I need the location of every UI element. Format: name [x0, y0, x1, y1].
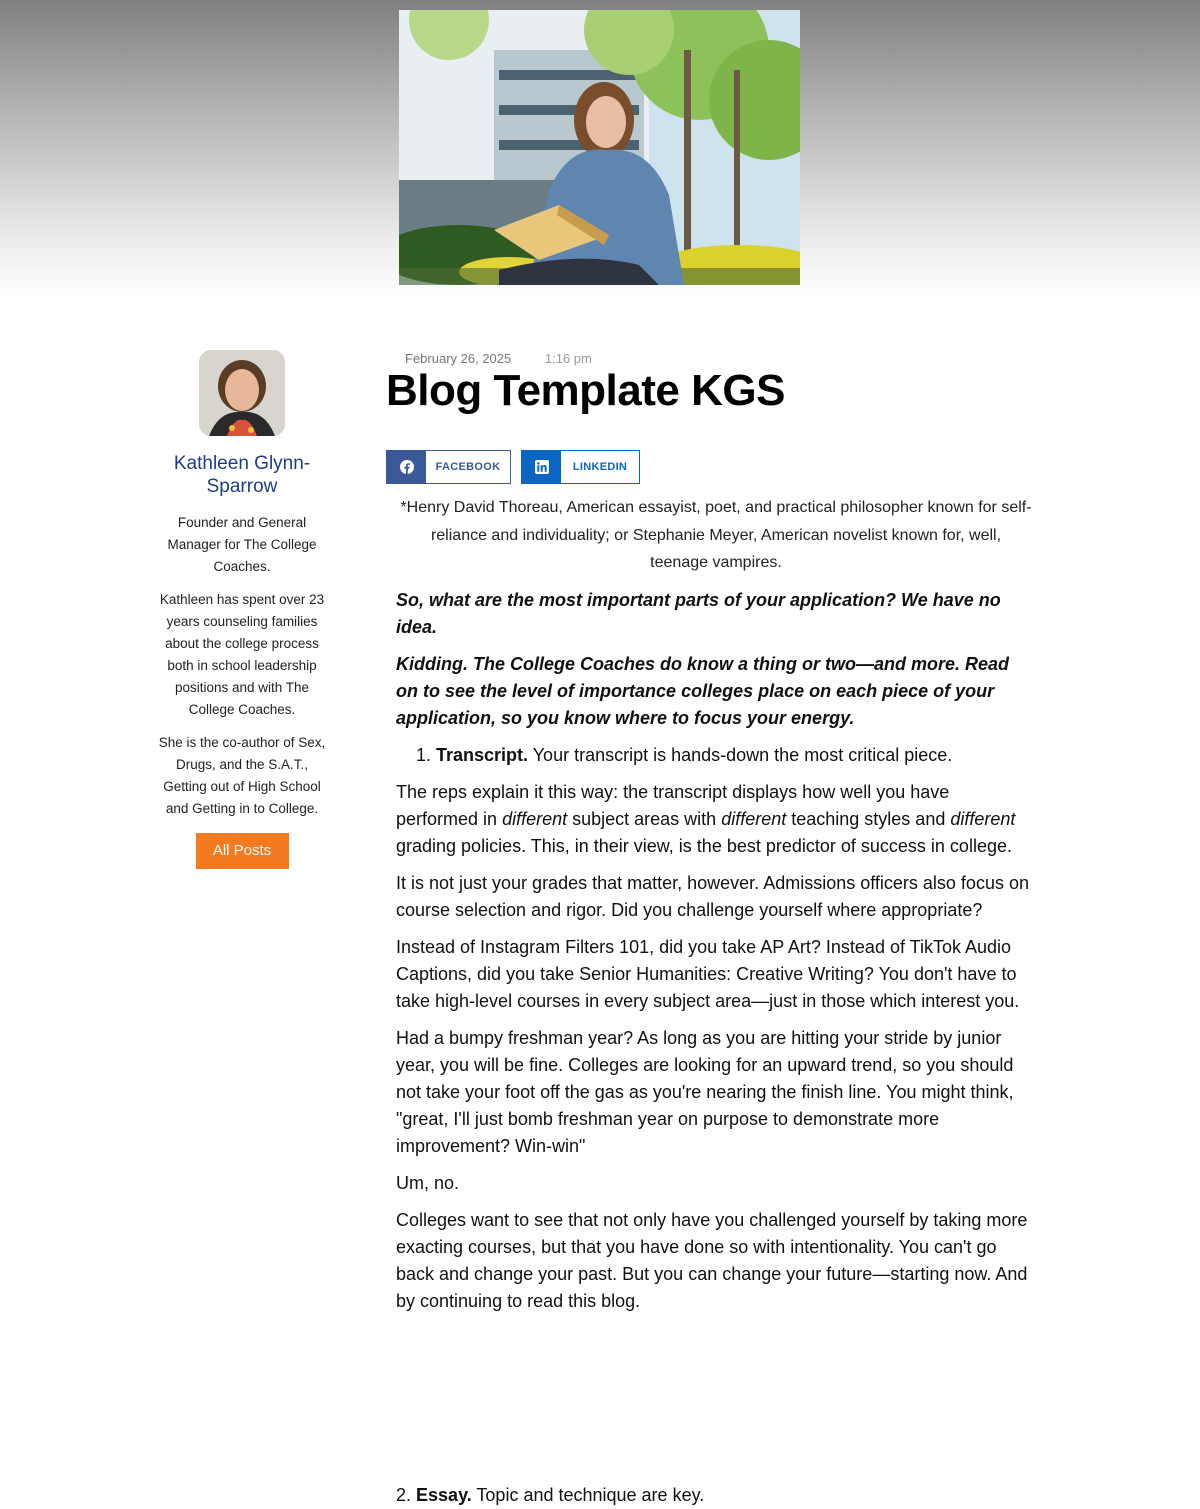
share-facebook-button[interactable]	[386, 450, 511, 484]
post-time: 1:16 pm	[544, 351, 592, 366]
list-item-text: Topic and technique are key.	[471, 1485, 705, 1505]
image-caption: *Henry David Thoreau, American essayist, poet, and practical philosopher known for self-reliance and individuality; or Stephanie Meyer, American novelist known for, well, teenage vampires.	[400, 499, 1032, 571]
paragraph: Had a bumpy freshman year? As long as you are hitting your stride by junior year, you will be fine. Colleges are looking for an upward trend, so you should not take your foot off the gas as you're nearing the finish line. You might think, "great, I'll just bomb freshman year on purpose to demonstrate more improvement? Win-win"	[396, 1027, 1014, 1156]
list-item	[436, 742, 1036, 769]
all-posts-button[interactable]: All Posts	[196, 833, 289, 869]
facebook-icon	[387, 451, 426, 483]
text-run: grading policies. This, in their view, is the best predictor of success in college.	[396, 835, 1012, 856]
share-linkedin-button[interactable]	[521, 450, 640, 484]
list-item-title: Transcript.	[436, 744, 529, 765]
paragraph: It is not just your grades that matter, however. Admissions officers also focus on course selection and rigor. Did you challenge yourself where appropriate?	[396, 872, 1029, 920]
share-linkedin-label: LINKEDIN	[572, 461, 628, 473]
paragraph: Colleges want to see that not only have you challenged yourself by taking more exacting courses, but that you have done so with intentionality. You can't go back and change your past. But you can change your future—starting now. And by continuing to read this blog.	[396, 1209, 1028, 1311]
lead-paragraph: Kidding. The College Coaches do know a thing or two—and more. Read on to see the level of importance colleges place on each piece of your application, so you know where to focus your energy.	[396, 653, 1010, 728]
author-card	[156, 350, 328, 869]
author-book: She is the co-author of Sex, Drugs, and the S.A.T., Getting out of High School and Getting in to College.	[158, 735, 326, 816]
paragraph: Instead of Instagram Filters 101, did you take AP Art? Instead of TikTok Audio Captions, did you take Senior Humanities: Creative Writing? You don't have to take high-level courses in every subject area—just in those which interest you.	[396, 936, 1020, 1011]
author-role: Founder and General Manager for The College Coaches.	[167, 515, 317, 574]
paragraph: Um, no.	[396, 1172, 460, 1193]
linkedin-icon	[522, 451, 561, 483]
list-item	[396, 1482, 704, 1509]
avatar	[199, 350, 285, 436]
emphasis: different	[502, 808, 568, 829]
article-body	[396, 494, 1036, 1325]
lead-paragraph: So, what are the most important parts of your application? We have no idea.	[396, 589, 1001, 637]
author-bio: Kathleen has spent over 23 years counseling families about the college process both in school leadership positions and with The College Coaches.	[159, 592, 325, 717]
list-item-number: 2.	[396, 1485, 412, 1505]
paragraph	[396, 779, 1036, 860]
author-name[interactable]: Kathleen Glynn-Sparrow	[173, 453, 311, 497]
page-title: Blog Template KGS	[386, 366, 785, 415]
post-date: February 26, 2025	[405, 351, 512, 366]
hero-image	[399, 10, 800, 285]
emphasis: different	[950, 808, 1016, 829]
list-item-text: Your transcript is hands-down the most critical piece.	[528, 744, 953, 765]
emphasis: different	[721, 808, 787, 829]
text-run: The reps explain it this way: the transcript displays how well you have performed in	[396, 781, 950, 829]
text-run: teaching styles and	[786, 808, 951, 829]
share-facebook-label: FACEBOOK	[435, 461, 501, 473]
ranked-list	[396, 742, 1036, 769]
text-run: subject areas with	[567, 808, 722, 829]
list-item-title: Essay.	[416, 1485, 472, 1505]
